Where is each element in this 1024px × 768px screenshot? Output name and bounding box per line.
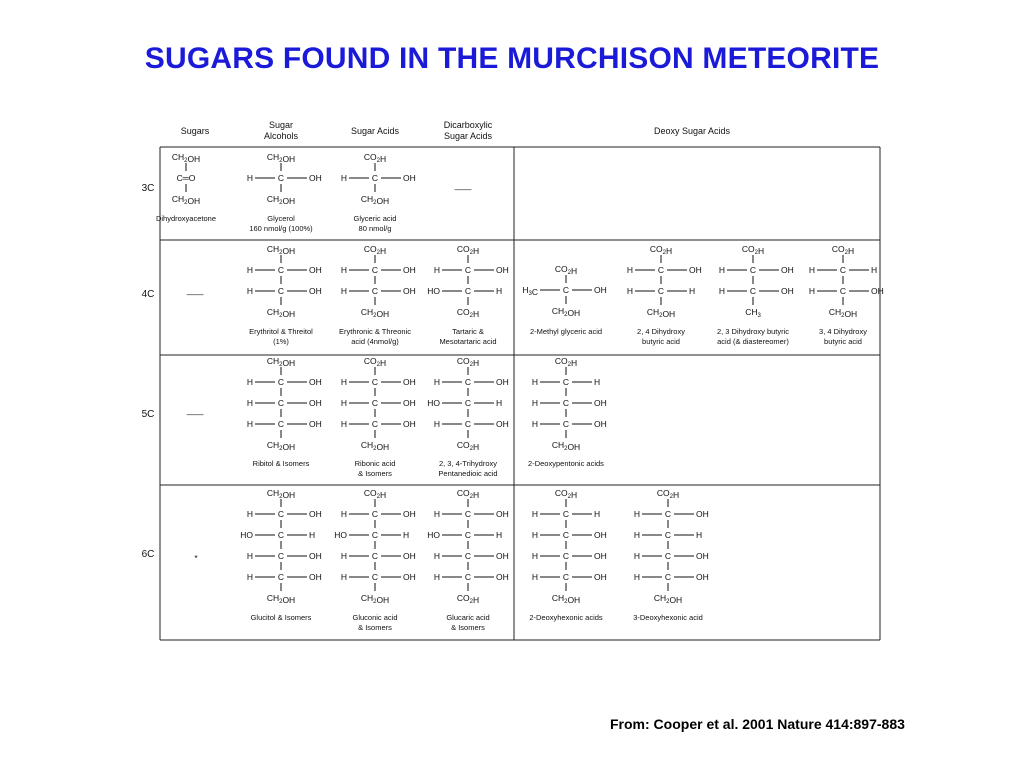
atom-ribitol-2: C [277,398,285,408]
structure-erythronic [339,244,416,346]
structure-dihydroxybutyric34 [809,244,884,346]
substituent-right-glucitol-4: OH [309,572,322,582]
atom-erythritol-3: $CH_2OH$ [266,307,296,319]
atom-dihydroxybutyric23-3: $CH_3$ [745,307,761,319]
substituent-right-deoxypentonic-2: OH [594,398,607,408]
substituent-right-gluconic-4: OH [403,572,416,582]
substituent-right-glyceric-1: OH [403,173,416,183]
substituent-right-deoxyhexonic2-2: OH [594,530,607,540]
atom-dihydroxybutyric34-3: $CH_2OH$ [828,307,858,319]
atom-dihydroxybutyric34-1: C [839,265,847,275]
atom-trihydroxy-4: $CO_2H$ [456,440,480,452]
substituent-left-glucaric-2: HO [427,530,440,540]
structure-erythritol [247,244,322,346]
substituent-right-trihydroxy-2: H [496,398,503,408]
atom-deoxyhexonic2-2: C [562,530,570,540]
substituent-right-glucaric-2: H [496,530,503,540]
substituent-left-methylglyceric-1: $H_3C$ [522,285,538,297]
caption-glucaric-0: Glucaric acid [446,613,490,622]
atom-deoxypentonic-4: $CH_2OH$ [551,440,581,452]
dash-4c-sugars: —— [186,289,204,299]
row-label-3c: 3C [141,183,155,194]
caption-erythronic-0: Erythronic & Threonic [339,327,411,336]
substituent-left-glucitol-3: H [246,551,253,561]
substituent-left-deoxypentonic-1: H [531,377,538,387]
atom-dihydroxybutyric23-1: C [749,265,757,275]
atom-erythronic-0: $CO_2H$ [363,244,387,256]
substituent-right-glucitol-2: H [309,530,316,540]
atom-deoxyhexonic3-3: C [664,551,672,561]
atom-glucitol-2: C [277,530,285,540]
atom-glucaric-2: C [464,530,472,540]
caption-glucaric-1: & Isomers [451,623,485,632]
atom-glycerol-1: C [277,173,285,183]
atom-deoxyhexonic2-3: C [562,551,570,561]
substituent-left-erythritol-1: H [246,265,253,275]
substituent-left-tartaric-2: HO [427,286,440,296]
substituent-right-erythronic-1: OH [403,265,416,275]
header-sugar-acids: Sugar Acids [350,126,400,136]
header-dicarboxylic-line1: Dicarboxylic [443,120,493,130]
atom-ribitol-4: $CH_2OH$ [266,440,296,452]
caption-dihydroxybutyric23-0: 2, 3 Dihydroxy butyric [716,327,790,336]
atom-deoxyhexonic3-5: $CH_2OH$ [653,593,683,605]
substituent-right-dihydroxybutyric23-2: OH [781,286,794,296]
atom-ribonic-0: $CO_2H$ [363,356,387,368]
substituent-left-dihydroxybutyric23-1: H [718,265,725,275]
substituent-left-gluconic-2: HO [334,530,347,540]
atom-glucaric-1: C [464,509,472,519]
row-label-5c: 5C [141,409,155,420]
caption-tartaric-0: Tartaric & [452,327,484,336]
atom-deoxypentonic-2: C [562,398,570,408]
caption-glyceric-0: Glyceric acid [353,214,397,223]
substituent-right-glucitol-3: OH [309,551,322,561]
structure-dihydroxyacetone [156,152,216,223]
substituent-left-deoxyhexonic2-3: H [531,551,538,561]
caption-ribonic-1: & Isomers [358,469,392,478]
atom-glucaric-5: $CO_2H$ [456,593,480,605]
substituent-right-gluconic-1: OH [403,509,416,519]
substituent-left-ribitol-3: H [246,419,253,429]
caption-erythronic-1: acid (4nmol/g) [351,337,399,346]
atom-dihydroxyacetone-0: $CH_2OH$ [171,152,201,164]
header-sugars: Sugars [180,126,210,136]
atom-ribitol-0: $CH_2OH$ [266,356,296,368]
structure-deoxyhexonic3 [633,488,709,622]
substituent-left-glucaric-1: H [433,509,440,519]
atom-dihydroxybutyric34-0: $CO_2H$ [831,244,855,256]
caption-deoxyhexonic3-0: 3-Deoxyhexonic acid [633,613,703,622]
atom-dihydroxybutyric23-0: $CO_2H$ [741,244,765,256]
atom-trihydroxy-2: C [464,398,472,408]
substituent-left-dihydroxybutyric23-2: H [718,286,725,296]
substituent-left-gluconic-3: H [340,551,347,561]
atom-erythronic-3: $CH_2OH$ [360,307,390,319]
atom-methylglyceric-0: $CO_2H$ [554,264,578,276]
atom-gluconic-1: C [371,509,379,519]
substituent-right-ribonic-1: OH [403,377,416,387]
atom-methylglyceric-2: $CH_2OH$ [551,306,581,318]
substituent-right-glucitol-1: OH [309,509,322,519]
caption-tartaric-1: Mesotartaric acid [439,337,497,346]
substituent-left-ribitol-1: H [246,377,253,387]
substituent-left-erythronic-1: H [340,265,347,275]
caption-dihydroxyacetone-0: Dihydroxyacetone [155,214,217,223]
atom-methylglyceric-1: C [562,285,570,295]
header-alcohols-line2: Alcohols [263,131,299,141]
caption-dihydroxybutyric24-0: 2, 4 Dihydroxy [637,327,685,336]
substituent-left-glucitol-4: H [246,572,253,582]
substituent-left-deoxypentonic-2: H [531,398,538,408]
structure-ribitol [247,356,322,468]
substituent-right-ribitol-1: OH [309,377,322,387]
caption-trihydroxy-0: 2, 3, 4-Trihydroxy [438,459,498,468]
row-label-6c: 6C [141,549,155,560]
substituent-left-dihydroxybutyric34-2: H [808,286,815,296]
atom-ribonic-2: C [371,398,379,408]
caption-gluconic-1: & Isomers [358,623,392,632]
substituent-left-ribonic-1: H [340,377,347,387]
substituent-right-glucaric-4: OH [496,572,509,582]
atom-glyceric-2: $CH_2OH$ [360,194,390,206]
atom-gluconic-4: C [371,572,379,582]
substituent-right-deoxyhexonic3-1: OH [696,509,709,519]
structure-dihydroxybutyric23 [717,244,794,346]
substituent-left-gluconic-4: H [340,572,347,582]
atom-glucaric-3: C [464,551,472,561]
substituent-left-glyceric-1: H [340,173,347,183]
atom-tartaric-2: C [464,286,472,296]
substituent-right-deoxypentonic-3: OH [594,419,607,429]
structure-trihydroxy [427,356,509,478]
atom-gluconic-0: $CO_2H$ [363,488,387,500]
structure-tartaric [427,244,509,346]
atom-glucitol-5: $CH_2OH$ [266,593,296,605]
atom-deoxyhexonic2-5: $CH_2OH$ [551,593,581,605]
atom-dihydroxybutyric23-2: C [749,286,757,296]
substituent-left-deoxyhexonic2-4: H [531,572,538,582]
structures-layer [156,152,884,632]
atom-tartaric-0: $CO_2H$ [456,244,480,256]
atom-glucaric-4: C [464,572,472,582]
caption-erythritol-0: Erythritol & Threitol [249,327,313,336]
substituent-right-ribitol-3: OH [309,419,322,429]
atom-gluconic-2: C [371,530,379,540]
substituent-right-glycerol-1: OH [309,173,322,183]
caption-ribitol-0: Ribitol & Isomers [252,459,310,468]
structure-ribonic [341,356,416,478]
substituent-left-glucaric-4: H [433,572,440,582]
slide-title: SUGARS FOUND IN THE MURCHISON METEORITE [144,42,880,75]
substituent-right-trihydroxy-1: OH [496,377,509,387]
caption-glycerol-1: 160 nmol/g (100%) [249,224,313,233]
substituent-right-dihydroxybutyric24-2: H [689,286,696,296]
atom-ribonic-4: $CH_2OH$ [360,440,390,452]
atom-glyceric-0: $CO_2H$ [363,152,387,164]
substituent-left-tartaric-1: H [433,265,440,275]
caption-dihydroxybutyric24-1: butyric acid [642,337,680,346]
substituent-right-trihydroxy-3: OH [496,419,509,429]
substituent-right-deoxyhexonic2-3: OH [594,551,607,561]
substituent-left-deoxyhexonic2-2: H [531,530,538,540]
substituent-left-trihydroxy-3: H [433,419,440,429]
substituent-right-gluconic-3: OH [403,551,416,561]
substituent-left-deoxyhexonic3-2: H [633,530,640,540]
structure-glycerol [247,152,322,233]
caption-deoxypentonic-0: 2-Deoxypentonic acids [528,459,604,468]
caption-dihydroxybutyric34-1: butyric acid [824,337,862,346]
structure-deoxypentonic [528,356,607,468]
atom-erythritol-1: C [277,265,285,275]
atom-deoxypentonic-3: C [562,419,570,429]
atom-ribitol-3: C [277,419,285,429]
substituent-right-ribitol-2: OH [309,398,322,408]
caption-dihydroxybutyric34-0: 3, 4 Dihydroxy [819,327,867,336]
substituent-left-dihydroxybutyric34-1: H [808,265,815,275]
atom-glyceric-1: C [371,173,379,183]
substituent-right-erythritol-2: OH [309,286,322,296]
atom-deoxypentonic-1: C [562,377,570,387]
substituent-right-deoxyhexonic2-4: OH [594,572,607,582]
structure-glucaric [427,488,509,632]
structure-deoxyhexonic2 [529,488,606,622]
atom-glucitol-3: C [277,551,285,561]
atom-dihydroxybutyric34-2: C [839,286,847,296]
atom-dihydroxybutyric24-2: C [657,286,665,296]
substituent-right-ribonic-2: OH [403,398,416,408]
substituent-left-glucitol-2: HO [240,530,253,540]
substituent-right-methylglyceric-1: OH [594,285,607,295]
substituent-left-erythritol-2: H [246,286,253,296]
substituent-right-dihydroxybutyric24-1: OH [689,265,702,275]
substituent-left-deoxyhexonic2-1: H [531,509,538,519]
atom-dihydroxybutyric24-3: $CH_2OH$ [646,307,676,319]
atom-ribonic-3: C [371,419,379,429]
atom-deoxyhexonic3-0: $CO_2H$ [656,488,680,500]
header-deoxy-sugar-acids: Deoxy Sugar Acids [653,126,731,136]
atom-tartaric-3: $CO_2H$ [456,307,480,319]
atom-deoxypentonic-0: $CO_2H$ [554,356,578,368]
substituent-left-gluconic-1: H [340,509,347,519]
caption-glucitol-0: Glucitol & Isomers [250,613,312,622]
substituent-left-ribonic-2: H [340,398,347,408]
structure-glyceric [341,152,416,233]
caption-ribonic-0: Ribonic acid [354,459,396,468]
substituent-left-deoxyhexonic3-1: H [633,509,640,519]
header-dicarboxylic-line2: Sugar Acids [443,131,493,141]
atom-glucitol-1: C [277,509,285,519]
substituent-right-deoxyhexonic3-4: OH [696,572,709,582]
substituent-right-deoxyhexonic2-1: H [594,509,601,519]
substituent-left-ribitol-2: H [246,398,253,408]
caption-glyceric-1: 80 nmol/g [358,224,392,233]
structure-glucitol [240,488,322,622]
atom-erythronic-2: C [371,286,379,296]
substituent-right-erythronic-2: OH [403,286,416,296]
substituent-right-dihydroxybutyric34-1: H [871,265,878,275]
substituent-left-glucitol-1: H [246,509,253,519]
caption-deoxyhexonic2-0: 2-Deoxyhexonic acids [529,613,603,622]
substituent-left-deoxyhexonic3-4: H [633,572,640,582]
atom-glycerol-2: $CH_2OH$ [266,194,296,206]
caption-methylglyceric-0: 2-Methyl glyceric acid [529,327,603,336]
caption-glycerol-0: Glycerol [267,214,295,223]
atom-glucitol-4: C [277,572,285,582]
substituent-right-deoxyhexonic3-2: H [696,530,703,540]
atom-deoxyhexonic3-1: C [664,509,672,519]
atom-trihydroxy-0: $CO_2H$ [456,356,480,368]
star-6c-sugars: * [194,553,198,563]
atom-dihydroxyacetone-1: C═O [176,173,196,183]
substituent-left-dihydroxybutyric24-2: H [626,286,633,296]
substituent-right-dihydroxybutyric23-1: OH [781,265,794,275]
dash-3c-dicarboxylic: —— [454,184,472,194]
substituent-right-dihydroxybutyric34-2: OH [871,286,884,296]
atom-deoxyhexonic2-0: $CO_2H$ [554,488,578,500]
atom-glycerol-0: $CH_2OH$ [266,152,296,164]
atom-erythritol-0: $CH_2OH$ [266,244,296,256]
structure-gluconic [334,488,416,632]
atom-dihydroxybutyric24-0: $CO_2H$ [649,244,673,256]
atom-dihydroxybutyric24-1: C [657,265,665,275]
atom-dihydroxyacetone-2: $CH_2OH$ [171,194,201,206]
atom-tartaric-1: C [464,265,472,275]
atom-deoxyhexonic2-1: C [562,509,570,519]
substituent-left-glucaric-3: H [433,551,440,561]
atom-deoxyhexonic3-4: C [664,572,672,582]
caption-trihydroxy-1: Pentanedioic acid [438,469,498,478]
atom-ribitol-1: C [277,377,285,387]
caption-gluconic-0: Gluconic acid [352,613,398,622]
atom-erythritol-2: C [277,286,285,296]
atom-gluconic-5: $CH_2OH$ [360,593,390,605]
substituent-left-trihydroxy-1: H [433,377,440,387]
substituent-left-deoxypentonic-3: H [531,419,538,429]
substituent-right-deoxypentonic-1: H [594,377,601,387]
structure-dihydroxybutyric24 [627,244,702,346]
substituent-right-deoxyhexonic3-3: OH [696,551,709,561]
substituent-left-erythronic-2: H [340,286,347,296]
substituent-left-trihydroxy-2: HO [427,398,440,408]
substituent-left-deoxyhexonic3-3: H [633,551,640,561]
atom-ribonic-1: C [371,377,379,387]
substituent-left-ribonic-3: H [340,419,347,429]
substituent-right-erythritol-1: OH [309,265,322,275]
atom-gluconic-3: C [371,551,379,561]
substituent-right-glucaric-1: OH [496,509,509,519]
row-label-4c: 4C [141,289,155,300]
atom-trihydroxy-1: C [464,377,472,387]
atom-glucaric-0: $CO_2H$ [456,488,480,500]
substituent-right-ribonic-3: OH [403,419,416,429]
caption-erythritol-1: (1%) [273,337,289,346]
structure-methylglyceric [522,264,606,336]
header-alcohols-line1: Sugar [268,120,294,130]
substituent-left-glycerol-1: H [246,173,253,183]
atom-deoxyhexonic3-2: C [664,530,672,540]
caption-dihydroxybutyric23-1: acid (& diastereomer) [717,337,789,346]
atom-glucitol-0: $CH_2OH$ [266,488,296,500]
substituent-right-gluconic-2: H [403,530,410,540]
substituent-right-tartaric-1: OH [496,265,509,275]
substituent-right-tartaric-2: H [496,286,503,296]
atom-deoxyhexonic2-4: C [562,572,570,582]
substituent-right-glucaric-3: OH [496,551,509,561]
dash-5c-sugars: —— [186,409,204,419]
citation: From: Cooper et al. 2001 Nature 414:897-883 [610,716,905,732]
atom-erythronic-1: C [371,265,379,275]
substituent-left-dihydroxybutyric24-1: H [626,265,633,275]
atom-trihydroxy-3: C [464,419,472,429]
